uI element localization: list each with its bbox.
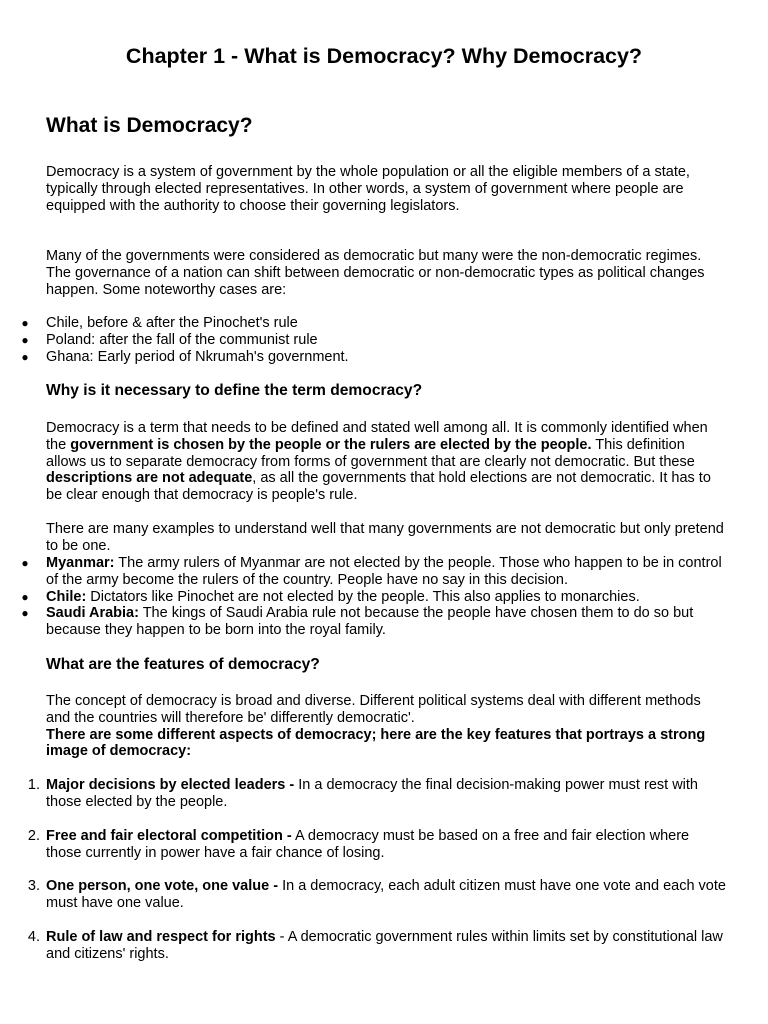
features-intro-paragraph: The concept of democracy is broad and diverse. Different political systems deal with different methods and the countries will therefore be' differently democratic'. There are some different aspects of democracy; here are the key features that portrays a strong image of democracy: <box>46 693 706 760</box>
list-item: ● Saudi Arabia: The kings of Saudi Arabia rule not because the people have chosen them to do so but because they happen to be born into the royal family. <box>21 605 694 638</box>
regimes-paragraph: Many of the governments were considered as democratic but many were the non-democratic regimes. The governance of a nation can shift between democratic or non-democratic types as political changes happen. Some noteworthy cases are: <box>46 248 705 298</box>
section-heading-define-democracy: Why is it necessary to define the term democracy? <box>46 382 423 399</box>
list-item: ● Poland: after the fall of the communist rule <box>21 332 318 348</box>
bullet-icon: ● <box>21 556 29 570</box>
list-item: ● Myanmar: The army rulers of Myanmar are not elected by the people. Those who happen to be in control of the army become the rulers of the country. People have no say in this decision. <box>21 555 722 588</box>
section-heading-what-is-democracy: What is Democracy? <box>46 114 253 137</box>
list-item: ● Ghana: Early period of Nkrumah's government. <box>21 349 349 365</box>
list-item: ● Chile: Dictators like Pinochet are not elected by the people. This also applies to monarchies. <box>21 589 640 605</box>
bullet-icon: ● <box>21 606 29 620</box>
numbered-list-item: 4. Rule of law and respect for rights - A democratic government rules within limits set by constitutional law and citizens' rights. <box>27 929 723 962</box>
bullet-icon: ● <box>21 590 29 604</box>
definition-need-paragraph: Democracy is a term that needs to be defined and stated well among all. It is commonly identified when the government is chosen by the people or the rulers are elected by the people. This definition allows us to separate democracy from forms of government that are clearly not democratic. But these descriptions are not adequate, as all the governments that hold elections are not democratic. It has to be clear enough that democracy is people's rule. <box>46 420 711 504</box>
numbered-list-item: 3. One person, one vote, one value - In a democracy, each adult citizen must have one vote and each vote must have one value. <box>27 878 726 911</box>
numbered-list-item: 1. Major decisions by elected leaders - In a democracy the final decision-making power must rest with those elected by the people. <box>27 777 698 810</box>
section-heading-features: What are the features of democracy? <box>46 656 320 673</box>
numbered-list-item: 2. Free and fair electoral competition - A democracy must be based on a free and fair election where those currently in power have a fair chance of losing. <box>27 828 690 861</box>
list-item: ● Chile, before & after the Pinochet's rule <box>21 315 298 331</box>
bullet-icon: ● <box>21 350 29 364</box>
bullet-icon: ● <box>21 316 29 330</box>
document-title: Chapter 1 - What is Democracy? Why Democracy? <box>125 44 643 68</box>
bullet-icon: ● <box>21 333 29 347</box>
examples-intro-paragraph: There are many examples to understand well that many governments are not democratic but only pretend to be one. <box>46 521 724 554</box>
definition-paragraph: Democracy is a system of government by the whole population or all the eligible members of a state, typically through elected representatives. In other words, a system of government where people are equipped with the authority to choose their governing legislators. <box>46 164 690 214</box>
